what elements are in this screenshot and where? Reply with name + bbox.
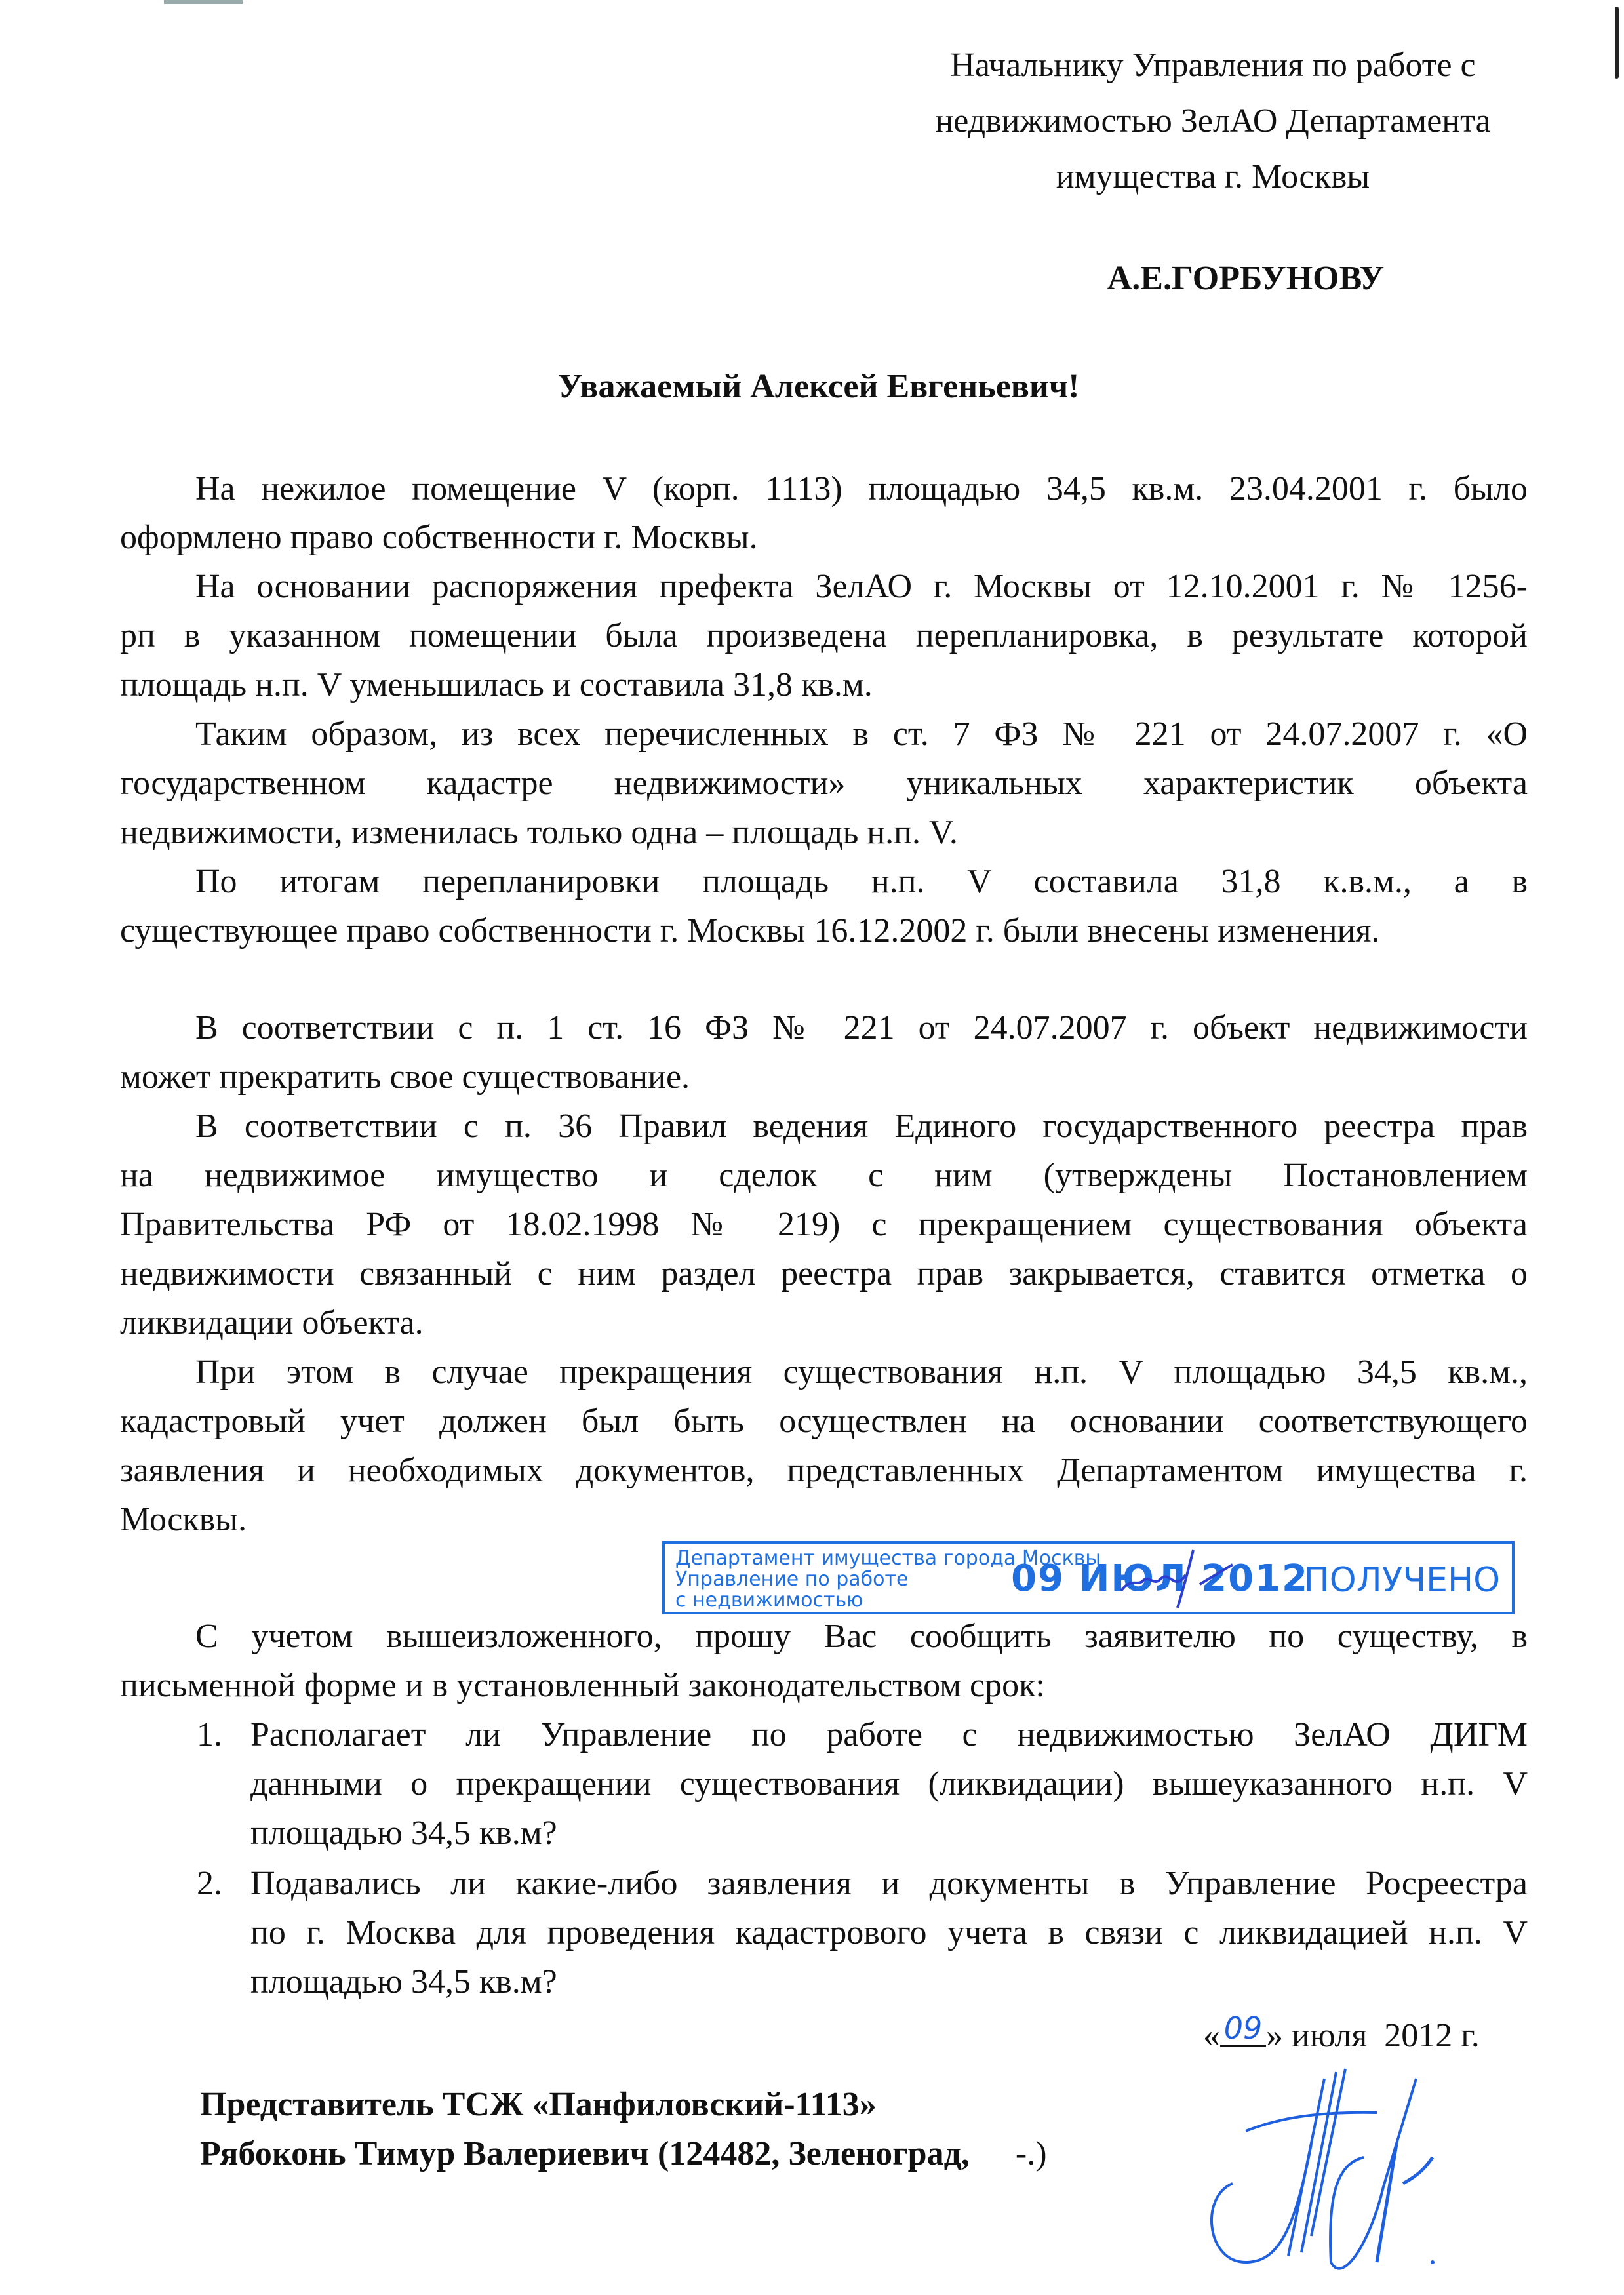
date-month-year: июля 2012 г.	[1292, 2017, 1480, 2054]
handwritten-signature	[1206, 2066, 1482, 2288]
paragraph-7-line-4: Москвы.	[120, 1501, 247, 1538]
scan-artifact-right	[1615, 7, 1619, 79]
addressee-line-2: недвижимостью ЗелАО Департамента	[935, 102, 1491, 140]
paragraph-6-line-4: недвижимости связанный с ним раздел реестра прав закрывается, ставится отметка о	[120, 1255, 1528, 1292]
signatory-org: Представитель ТСЖ «Панфиловский-1113»	[200, 2086, 877, 2123]
paragraph-1-line-1: На нежилое помещение V (корп. 1113) площадью 34,5 кв.м. 23.04.2001 г. было	[195, 470, 1528, 508]
paragraph-8-line-1: С учетом вышеизложенного, прошу Вас сообщить заявителю по существу, в	[195, 1618, 1528, 1655]
letter-date	[1203, 2010, 1480, 2056]
paragraph-2-line-2: рп в указанном помещении была произведена перепланировка, в результате которой	[120, 617, 1528, 654]
date-close-quote: »	[1266, 2017, 1283, 2054]
stamp-division: Управление по работе	[675, 1568, 909, 1591]
paragraph-4-line-1: По итогам перепланировки площадь н.п. V составила 31,8 к.в.м., а в	[195, 863, 1528, 900]
addressee-line-3: имущества г. Москвы	[1056, 158, 1370, 195]
date-open-quote: «	[1203, 2017, 1220, 2054]
paragraph-3-line-3: недвижимости, изменилась только одна – площадь н.п. V.	[120, 814, 958, 851]
paragraph-7-line-2: кадастровый учет должен был быть осуществлен на основании соответствующего	[120, 1403, 1528, 1440]
paragraph-6-line-2: на недвижимое имущество и сделок с ним (утверждены Постановлением	[120, 1157, 1528, 1194]
question-2-line-3: площадью 34,5 кв.м?	[250, 1963, 557, 2001]
received-stamp	[662, 1541, 1515, 1614]
addressee-line-1: Начальнику Управления по работе с	[950, 47, 1476, 84]
salutation: Уважаемый Алексей Евгеньевич!	[557, 368, 1080, 405]
paragraph-6-line-1: В соответствии с п. 36 Правил ведения Единого государственного реестра прав	[195, 1108, 1528, 1145]
paragraph-5-line-2: может прекратить свое существование.	[120, 1058, 690, 1096]
stamp-division-2: с недвижимостью	[675, 1589, 863, 1612]
paragraph-3-line-2: государственном кадастре недвижимости» уникальных характеристик объекта	[120, 765, 1528, 802]
signatory-name-address: Рябоконь Тимур Валериевич (124482, Зеленоград,	[200, 2135, 970, 2172]
scan-artifact-top	[164, 0, 243, 4]
stamp-date: 09 ИЮЛ 2012	[1011, 1557, 1309, 1600]
stamp-department: Департамент имущества города Москвы	[675, 1547, 1101, 1570]
paragraph-7-line-3: заявления и необходимых документов, представленных Департаментом имущества г.	[120, 1452, 1528, 1489]
paragraph-8-line-2: письменной форме и в установленный законодательством срок:	[120, 1667, 1045, 1704]
question-2-line-2: по г. Москва для проведения кадастрового учета в связи с ликвидацией н.п. V	[250, 1914, 1528, 1951]
question-2-line-1: Подавались ли какие-либо заявления и документы в Управление Росреестра	[250, 1865, 1528, 1902]
signatory-name	[200, 2134, 1047, 2174]
paragraph-7-line-1: При этом в случае прекращения существования н.п. V площадью 34,5 кв.м.,	[195, 1353, 1528, 1391]
paragraph-4-line-2: существующее право собственности г. Москвы 16.12.2002 г. были внесены изменения.	[120, 912, 1380, 949]
paragraph-3-line-1: Таким образом, из всех перечисленных в ст. 7 ФЗ № 221 от 24.07.2007 г. «О	[195, 715, 1528, 753]
paragraph-6-line-3: Правительства РФ от 18.02.1998 № 219) с прекращением существования объекта	[120, 1206, 1528, 1243]
paragraph-1-line-2: оформлено право собственности г. Москвы.	[120, 519, 758, 556]
date-day-handwritten: 09	[1220, 2011, 1266, 2047]
paragraph-5-line-1: В соответствии с п. 1 ст. 16 ФЗ № 221 от 24.07.2007 г. объект недвижимости	[195, 1009, 1528, 1047]
signatory-address-end: -.)	[1015, 2135, 1047, 2172]
paragraph-6-line-5: ликвидации объекта.	[120, 1304, 424, 1342]
stamp-status: ПОЛУЧЕНО	[1303, 1561, 1500, 1600]
paragraph-2-line-3: площадь н.п. V уменьшилась и составила 31,8 кв.м.	[120, 666, 873, 704]
question-1-line-2: данными о прекращении существования (ликвидации) вышеуказанного н.п. V	[250, 1765, 1528, 1803]
question-1-line-1: Располагает ли Управление по работе с недвижимостью ЗелАО ДИГМ	[250, 1716, 1528, 1753]
question-1-number: 1.	[197, 1716, 222, 1753]
question-1-line-3: площадью 34,5 кв.м?	[250, 1814, 557, 1852]
paragraph-2-line-1: На основании распоряжения префекта ЗелАО г. Москвы от 12.10.2001 г. № 1256-	[195, 568, 1528, 605]
question-2-number: 2.	[197, 1865, 222, 1902]
stamp-initials-signature	[1115, 1545, 1246, 1610]
addressee-name: А.Е.ГОРБУНОВУ	[1107, 260, 1385, 297]
